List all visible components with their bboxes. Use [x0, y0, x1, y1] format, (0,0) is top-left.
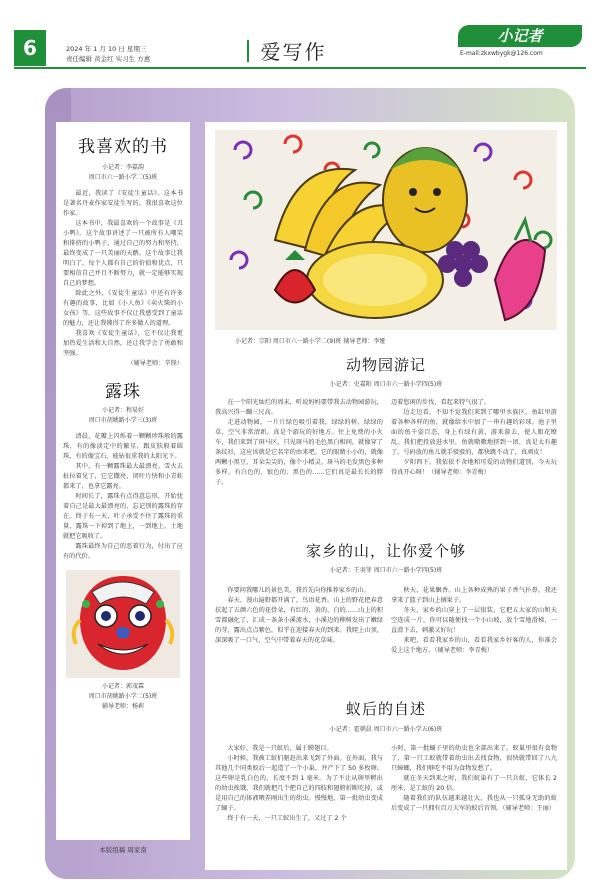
article-body-dew	[56, 432, 190, 562]
left-column	[56, 122, 190, 840]
article-body-ant-col1	[215, 744, 383, 824]
byline-school: 周口市胡姚路小学三(3)班	[88, 417, 158, 424]
paragraph: 清晨，花瓣上闪烁着一颗颗珍珠般的露珠，有的像淡定中的繁星，跟皮肤般着圆珠，有的像宝石，能钻很重我的太阳光下。	[63, 433, 183, 460]
article-title-zoo: 动物园游记	[345, 356, 426, 374]
byline-school: 周口市六一路小学二(5)班	[88, 174, 158, 181]
article-body-zoo-col1	[215, 398, 383, 488]
paragraph: 其中，有一颗露珠最大最漂亮。雪火去扯拉着见了，它它撒亮，闭叶片快和小青蛙都来了，也拿它露亮。	[63, 463, 183, 490]
brand-logo: 小记者	[458, 25, 582, 47]
paragraph: 冬天，家乡的山穿上了一层银装，它把五大家的山和天空连成一片，你可以随便找一个小山坡，放个雪地滑梯，一直滑下去，刺激又好玩！	[391, 607, 557, 634]
page-footer-editor: 本版组稿 周家南	[99, 846, 147, 854]
article-title-book: 我喜欢的书	[78, 137, 168, 157]
byline-zoo: 小记者：史嘉阳 周口市六一路小学四(5)班	[329, 381, 443, 388]
paragraph: 秋天，花果飘香。山上各种成熟的果子香气扑鼻，我还拿来了篮子到山上摘果子。	[391, 587, 557, 604]
article-body-mountain-col1	[215, 586, 383, 646]
paragraph: 我喜欢《安徒生童话》，它不仅让我更加热爱生活和大自然，还让我学会了勇敢和坚强。	[63, 330, 183, 357]
paragraph: 就在冬天到来之时，我们蚁巢有了一只兵蚁，它体长 2 厘米，是工蚁的 20 倍。	[391, 775, 557, 792]
paragraph: 随着我们的队伍越来越壮大，我也从一只孤身无助的蚁后变成了一只拥有百万大军的蚁后首领。（辅导老师：王丽）	[391, 795, 557, 812]
paragraph: 小时，第一批蛹子里的幼虫也全部出来了。蚁巢里很有食物了，第一只工蚁就带着幼虫出去找食物，很快就带回了八九只蟑螂，我们够吃不用为食物发愁了。	[391, 745, 557, 772]
article-body-zoo-col2	[391, 398, 557, 478]
paragraph: 来吧，看看我家乡的山，看看我家乡好客的人，你准会爱上这个地方。（辅导老师：李青梅）	[391, 637, 557, 654]
contact-email: E-mail:zkxwbygk@126.com	[460, 50, 543, 57]
title-divider	[247, 40, 249, 62]
issue-date: 2024 年 1 月 10 日 星期三	[66, 45, 147, 53]
paragraph: 在一个阳光灿烂的周末，听说妈妈要带我去动物园游玩，我高兴得一蹦三尺高。	[215, 399, 383, 416]
paragraph: 夕阳西下，我依依不舍地和可爱的动物们道别，今天玩得真开心呀！（辅导老师：李青梅）	[391, 459, 557, 476]
byline-ant-queen: 小记者：霍朝晨 周口市六一路小学五(6)班	[329, 726, 443, 733]
right-column	[205, 122, 567, 870]
article-title-dew: 露珠	[105, 382, 141, 402]
art-caption-teacher: 辅导老师：杨莉	[101, 703, 144, 710]
paragraph: 露珠最终为自己的恶着行为，付出了应有的代价。	[63, 543, 183, 560]
editor-credits: 责任编辑 黄金红 实习生 方惠	[66, 55, 151, 63]
painting-caption: 小记者：宗阳 周口市六一路小学二(9)班 辅导老师：李娅	[235, 338, 386, 345]
article-title-mountain: 家乡的山，让你爱个够	[305, 542, 466, 560]
article-body-mountain-col2	[391, 586, 557, 656]
page-number: 6	[14, 30, 46, 66]
teacher-credit: （辅导老师：辛锋）	[127, 360, 183, 367]
paragraph: 小时候，我被工蚁们驱赶出来飞到了外面。在外面，我与其他几个同类蚁后一起造了一个小巢，并产下了 50 多枚卵。这些卵是乳白色的，长度不到 1 毫米。为了不让从卵里孵出的幼虫挨饿，我们就把几个把自己的四肢和翅膀折断吃掉，或是用自己的体液喂养刚出生的幼虫。慢慢地，第一批幼虫变成了蛹子。	[215, 755, 383, 812]
lion-mask-artwork	[66, 570, 180, 678]
paragraph: 你要问我哪儿的景色美，我首先向你推荐家乡的山。	[227, 587, 370, 594]
byline-reporter: 小记者：李嘉韵	[101, 164, 144, 171]
paragraph: 走进动物园，一片片绿色吸引着我，绿绿的树、绿绿的草，空气非常清新，真是个游玩的好地方。往上免费的小火车，我们来到了斑马区，只见斑马的毛色黑白相间，就像穿了条纹衫，这应该就是它名字的由来吧。它的眼睛小小的，就像两颗小黑豆，耳朵尖尖的，像个小精灵。斑马的毛发黑色多种多样，有白色的、银色的、黑色的……它们真是最长长的脖子，	[215, 419, 383, 486]
paragraph: 终于有一天，一只工蚁出生了，又过了 2 个	[227, 815, 347, 822]
paragraph: 边走边看，不知不觉我们来到了哪里水族区。鱼缸里游着各种各样的鱼，就像给水中加了一串有趣的彩球。池子里面的鱼千姿百态，身上有绿有黄，游来游去，使人眼花缭乱。我们把投放进水里，鱼就嗷嗷地挤到一团，真是太有趣了。号码放的鱼儿就手驳驳的，都快跳不动了，真顽皮！	[391, 409, 557, 456]
section-heading	[245, 36, 335, 65]
art-caption-reporter: 小记者：郭茂霖	[101, 683, 144, 690]
paragraph: 时间长了，露珠有点得意忘形，开始忧着自己是最大最漂亮的，忘记别的露珠的存在。终于有一天，叶子承受不住了露珠的重量，露珠一下掉到了地上，一到地上，土地就把它吸收了。	[63, 493, 183, 540]
article-body-ant-col2	[391, 744, 557, 814]
article-body-book	[56, 189, 190, 369]
paragraph: 除此之外，《安徒生童话》中还有许多有趣的故事，比如《小人鱼》《卖火柴的小女孩》等。这些故事不仅让我感受到了童话的魅力，还让我懂得了许多做人的道理。	[63, 290, 183, 327]
byline-mountain: 小记者：王羽菲 周口市六一路小学四(5)班	[329, 567, 443, 574]
article-title-ant-queen: 蚁后的自述	[345, 700, 426, 718]
issue-meta	[66, 44, 150, 64]
paragraph: 春天，漫山遍野都开满了，鸟语花香。山上的野花把春意扶起了五颜六色的花骨朵，有红的、黄的、白的……山上的积雪都融化了，汇成一条条小溪流水，小溪边的柳树发出了嫩绿的芽，露出点点紫色，似乎在迎接春天的到来。我爬上山顶，深深吸了一口气，空气中带着春天的花草味。	[215, 597, 383, 644]
header-rule	[14, 67, 586, 69]
paragraph: 大家好，我是一只蚁后，属于膜翅目。	[227, 745, 333, 752]
art-caption-school: 周口市胡姚路小学二(5)班	[88, 693, 158, 700]
paragraph: 最近，我读了《安徒生童话》。这本书是著名丹麦作家安徒生写的，我很喜欢这位作家。	[63, 190, 183, 217]
paragraph: 这本书中，我最喜欢的一个故事是《丑小鸭》。这个故事讲述了一只被所有人嘲笑和排挤的小鸭子，通过自己的努力和坚持，最终变成了一只美丽的天鹅。这个故事让我明白了，每个人都有自己的价值和优点，只要相信自己并且不断努力，就一定能够实现自己的梦想。	[63, 220, 183, 287]
paragraph: 迈着悠闲的步伐，看起来特气很了。	[391, 399, 490, 406]
byline-reporter: 小记者：程易好	[101, 407, 144, 414]
fruit-painting	[215, 130, 557, 330]
section-title: 爱写作	[260, 40, 327, 64]
